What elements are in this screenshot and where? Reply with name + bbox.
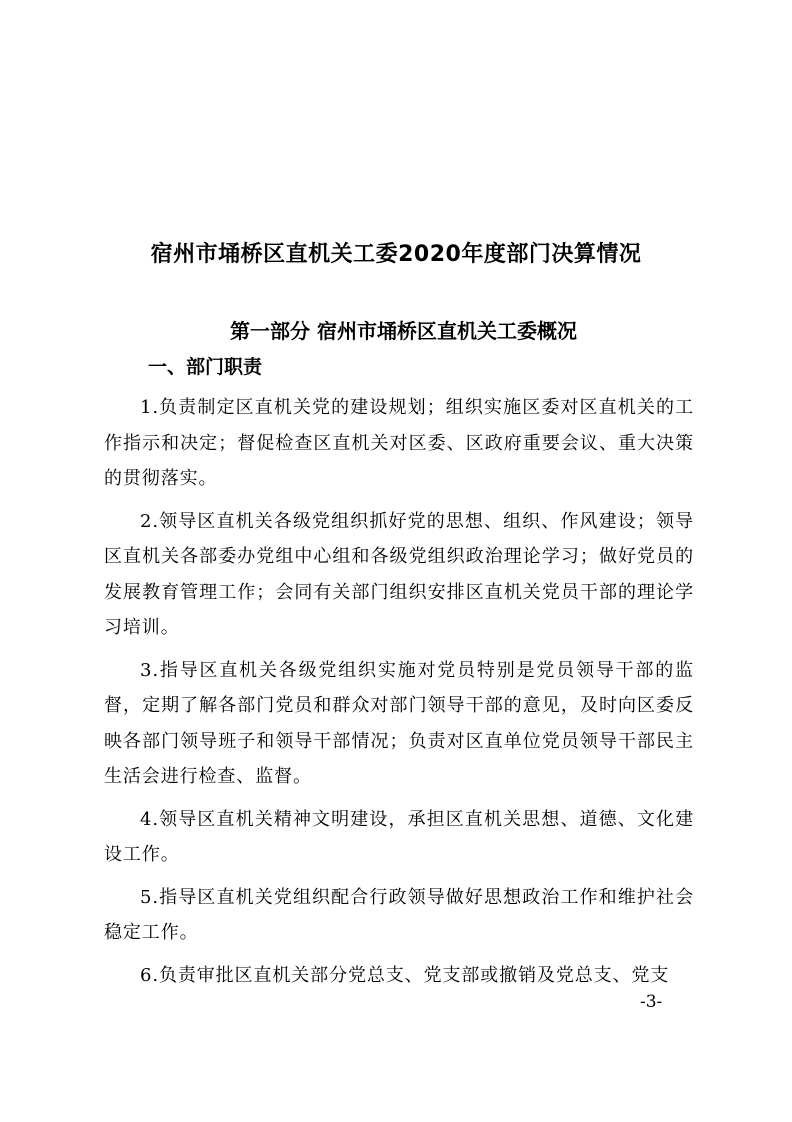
page-number: -3- [640,992,663,1012]
part-title: 第一部分 宿州市埇桥区直机关工委概况 [230,319,577,343]
duty-paragraph-4: 4.领导区直机关精神文明建设，承担区直机关思想、道德、文化建设工作。 [104,808,694,865]
duty-paragraph-3: 3.指导区直机关各级党组织实施对党员特别是党员领导干部的监督，定期了解各部门党员和群众对部门领导干部的意见，及时向区委反映各部门领导班子和领导干部情况；负责对区直单位党员领导干部民主生活会进行检查、监督。 [104,659,694,787]
duty-paragraph-5: 5.指导区直机关党组织配合行政领导做好思想政治工作和维护社会稳定工作。 [104,886,694,943]
section-heading: 一、部门职责 [148,356,263,378]
body-text [104,390,694,1000]
document-title: 宿州市埇桥区直机关工委2020年度部门决算情况 [150,242,642,267]
duty-paragraph-6: 6.负责审批区直机关部分党总支、党支部或撤销及党总支、党支 [140,964,670,986]
duty-paragraph-2: 2.领导区直机关各级党组织抓好党的思想、组织、作风建设；领导区直机关各部委办党组中心组和各级党组织政治理论学习；做好党员的发展教育管理工作；会同有关部门组织安排区直机关党员干部的理论学习培训。 [104,510,694,638]
duty-paragraph-1: 1.负责制定区直机关党的建设规划；组织实施区委对区直机关的工作指示和决定；督促检查区直机关对区委、区政府重要会议、重大决策的贯彻落实。 [104,397,694,489]
